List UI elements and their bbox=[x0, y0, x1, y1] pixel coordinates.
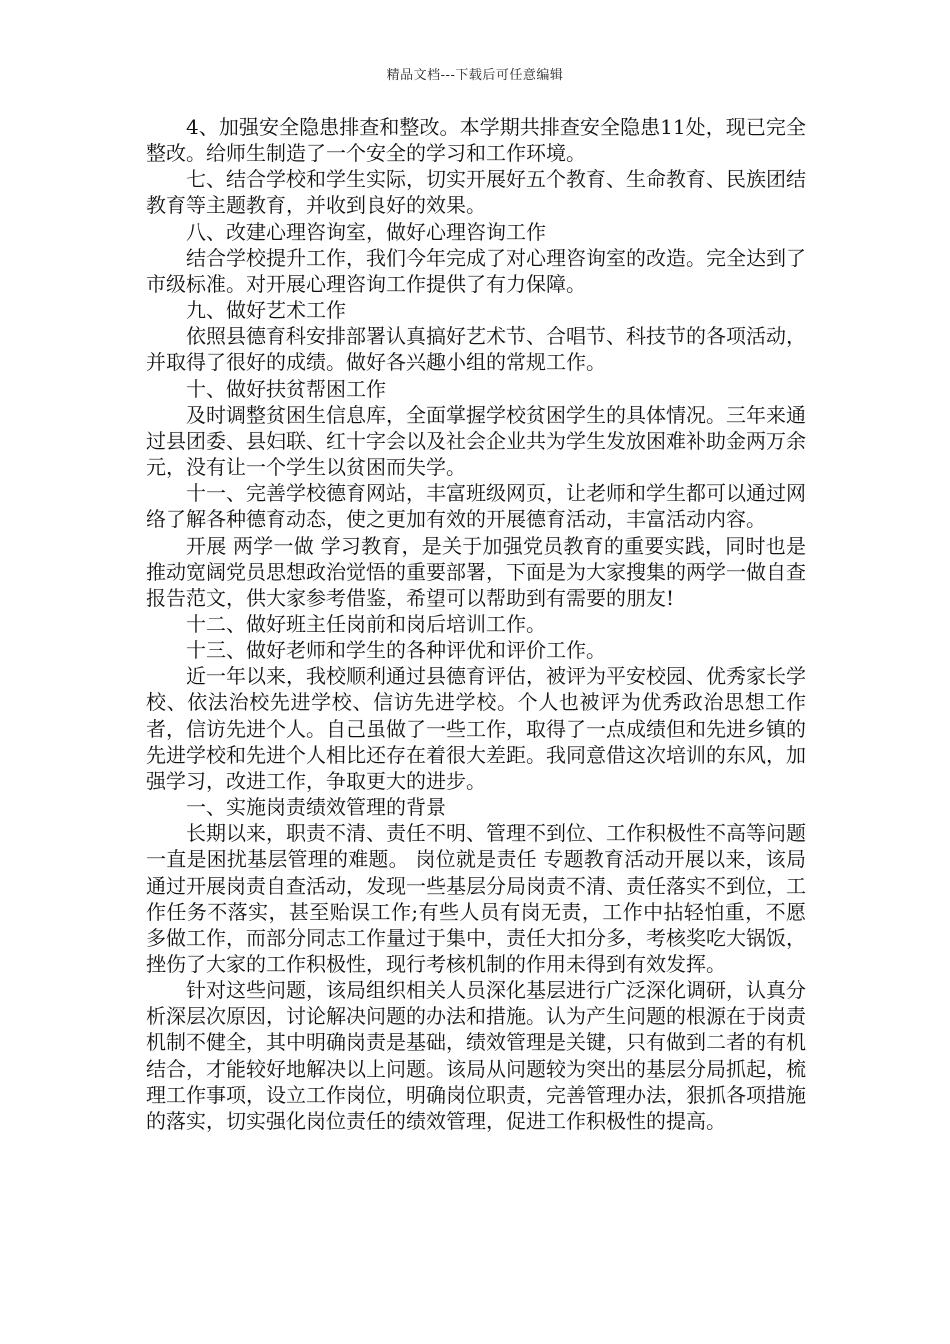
paragraph: 开展 两学一做 学习教育，是关于加强党员教育的重要实践，同时也是推动宽阔党员思想政治觉悟的重要部署，下面是为大家搜集的两学一做自查报告范文，供大家参考借鉴，希望可以帮助到有需要的朋友! bbox=[146, 533, 806, 610]
section-heading: 十、做好扶贫帮困工作 bbox=[186, 376, 386, 401]
paragraph: 4、加强安全隐患排查和整改。本学期共排查安全隐患11处，现已完全整改。给师生制造了一个安全的学习和工作环境。 bbox=[146, 115, 806, 166]
section-heading: 九、做好艺术工作 bbox=[186, 298, 346, 323]
document-body bbox=[146, 114, 806, 1134]
page-header: 精品文档---下载后可任意编辑 bbox=[386, 68, 564, 83]
paragraph: 结合学校提升工作，我们今年完成了对心理咨询室的改造。完全达到了市级标准。对开展心理咨询工作提供了有力保障。 bbox=[146, 245, 806, 296]
paragraph: 及时调整贫困生信息库，全面掌握学校贫困学生的具体情况。三年来通过县团委、县妇联、红十字会以及社会企业共为学生发放困难补助金两万余元，没有让一个学生以贫困而失学。 bbox=[146, 402, 806, 480]
section-heading: 八、改建心理咨询室，做好心理咨询工作 bbox=[186, 219, 546, 244]
paragraph: 近一年以来，我校顺利通过县德育评估，被评为平安校园、优秀家长学校、依法治校先进学校、信访先进学校。个人也被评为优秀政治思想工作者，信访先进个人。自己虽做了一些工作，取得了一点成绩但和先进乡镇的先进学校和先进个人相比还存在着很大差距。我同意借这次培训的东风，加强学习，改进工作，争取更大的进步。 bbox=[146, 664, 806, 793]
section-heading: 一、实施岗责绩效管理的背景 bbox=[186, 795, 446, 820]
paragraph: 依照县德育科安排部署认真搞好艺术节、合唱节、科技节的各项活动，并取得了很好的成绩。做好各兴趣小组的常规工作。 bbox=[146, 324, 806, 375]
paragraph: 十一、完善学校德育网站，丰富班级网页，让老师和学生都可以通过网络了解各种德育动态，使之更加有效的开展德育活动，丰富活动内容。 bbox=[146, 481, 806, 532]
paragraph: 长期以来，职责不清、责任不明、管理不到位、工作积极性不高等问题一直是困扰基层管理的难题。 岗位就是责任 专题教育活动开展以来，该局通过开展岗责自查活动，发现一些基层分局岗责不清、责任落实不到位，工作任务不落实，甚至贻误工作;有些人员有岗无责，工作中拈轻怕重，不愿多做工作，而部分同志工作量过于集中，责任大扣分多，考核奖吃大锅饭，挫伤了大家的工作积极性，现行考核机制的作用未得到有效发挥。 bbox=[146, 821, 806, 976]
section-heading: 十二、做好班主任岗前和岗后培训工作。 bbox=[186, 611, 546, 636]
paragraph: 针对这些问题，该局组织相关人员深化基层进行广泛深化调研，认真分析深层次原因，讨论解决问题的办法和措施。认为产生问题的根源在于岗责机制不健全，其中明确岗责是基础，绩效管理是关键，只有做到二者的有机结合，才能较好地解决以上问题。该局从问题较为突出的基层分局抓起，梳理工作事项，设立工作岗位，明确岗位职责，完善管理办法，狠抓各项措施的落实，切实强化岗位责任的绩效管理，促进工作积极性的提高。 bbox=[146, 978, 806, 1133]
section-heading: 十三、做好老师和学生的各种评优和评价工作。 bbox=[186, 638, 606, 663]
paragraph: 七、结合学校和学生实际，切实开展好五个教育、生命教育、民族团结教育等主题教育，并收到良好的效果。 bbox=[146, 167, 806, 218]
